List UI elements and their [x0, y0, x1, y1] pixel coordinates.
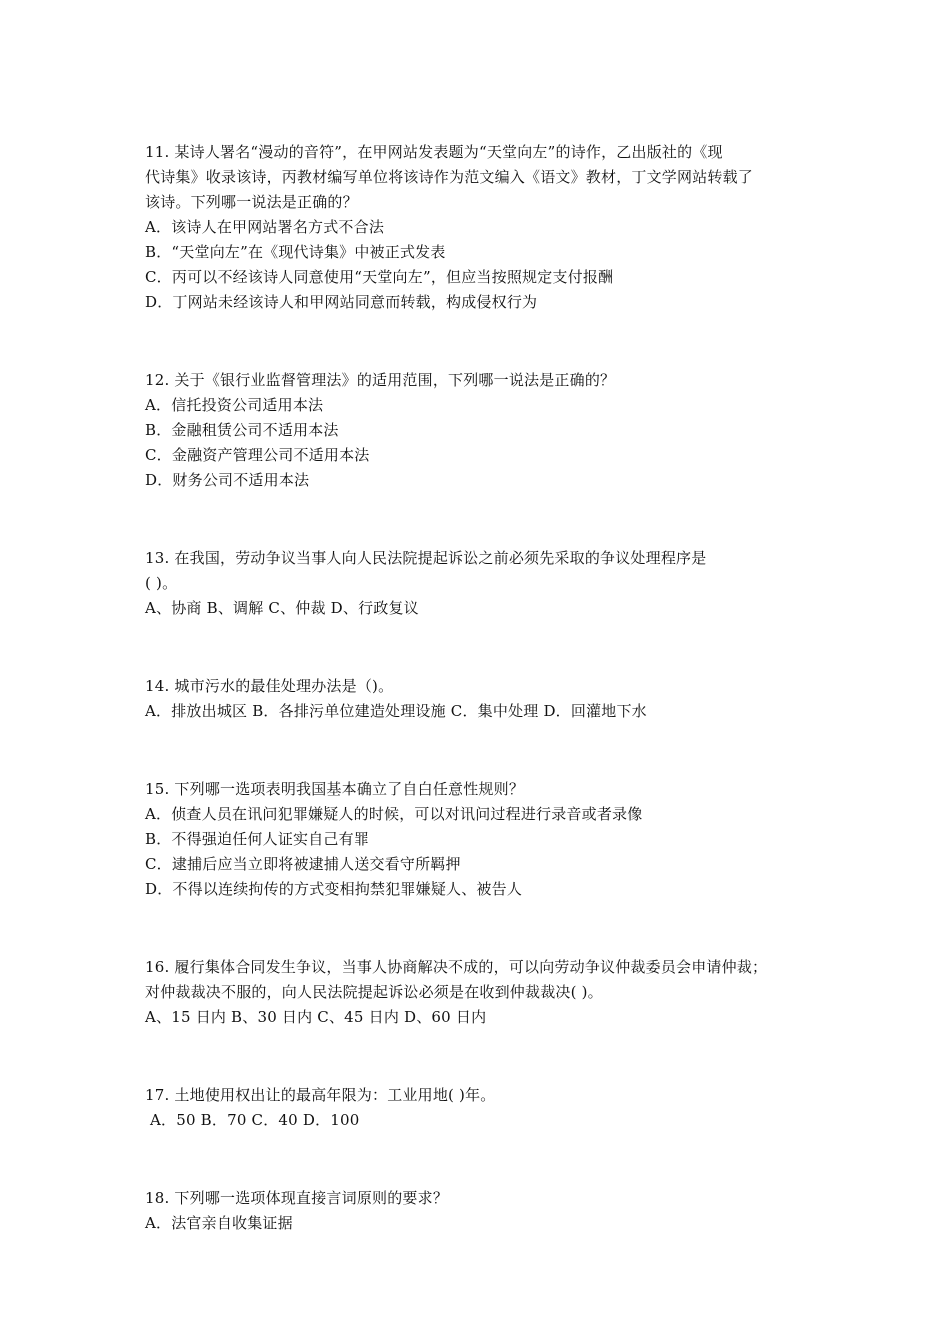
option-a: A．该诗人在甲网站署名方式不合法: [145, 218, 385, 236]
question-16: [145, 955, 825, 1030]
question-stem-line: 12. 关于《银行业监督管理法》的适用范围，下列哪一说法是正确的？: [145, 371, 616, 389]
question-stem-line: 15. 下列哪一选项表明我国基本确立了自白任意性规则？: [145, 780, 525, 798]
question-stem-line: 16. 履行集体合同发生争议，当事人协商解决不成的，可以向劳动争议仲裁委员会申请仲裁；: [145, 958, 768, 976]
question-11: [145, 140, 825, 315]
option-a: A．侦查人员在讯问犯罪嫌疑人的时候，可以对讯问过程进行录音或者录像: [145, 805, 643, 823]
option-b: B．不得强迫任何人证实自己有罪: [145, 830, 370, 848]
option-a: A．信托投资公司适用本法: [145, 396, 324, 414]
option-c: C．逮捕后应当立即将被逮捕人送交看守所羁押: [145, 855, 461, 873]
option-d: D．丁网站未经该诗人和甲网站同意而转载，构成侵权行为: [145, 293, 538, 311]
options-line: A、协商 B、调解 C、仲裁 D、行政复议: [145, 599, 419, 617]
question-stem-line: 11. 某诗人署名“漫动的音符”，在甲网站发表题为“天堂向左”的诗作，乙出版社的《现: [145, 143, 723, 161]
question-18: [145, 1186, 825, 1236]
question-14: [145, 674, 825, 724]
question-15: [145, 777, 825, 902]
document-page: [145, 140, 825, 1289]
question-17: [145, 1083, 825, 1133]
question-stem-line: 代诗集》收录该诗，丙教材编写单位将该诗作为范文编入《语文》教材，丁文学网站转载了: [145, 168, 754, 186]
options-line: A、15 日内 B、30 日内 C、45 日内 D、60 日内: [145, 1008, 487, 1026]
question-stem-line: 18. 下列哪一选项体现直接言词原则的要求？: [145, 1189, 449, 1207]
option-c: C．金融资产管理公司不适用本法: [145, 446, 370, 464]
question-stem-line: 该诗。下列哪一说法是正确的？: [145, 193, 358, 211]
option-b: B．“天堂向左”在《现代诗集》中被正式发表: [145, 243, 446, 261]
option-d: D．不得以连续拘传的方式变相拘禁犯罪嫌疑人、被告人: [145, 880, 523, 898]
question-13: [145, 546, 825, 621]
option-d: D．财务公司不适用本法: [145, 471, 310, 489]
question-stem-line: 对仲裁裁决不服的，向人民法院提起诉讼必须是在收到仲裁裁决( )。: [145, 983, 603, 1001]
question-stem-line: 17. 土地使用权出让的最高年限为：工业用地( )年。: [145, 1086, 496, 1104]
question-stem-line: 14. 城市污水的最佳处理办法是（)。: [145, 677, 394, 695]
options-line: A．50 B．70 C．40 D．100: [145, 1111, 360, 1129]
options-line: A．排放出城区 B．各排污单位建造处理设施 C．集中处理 D．回灌地下水: [145, 702, 647, 720]
question-stem-line: 13. 在我国，劳动争议当事人向人民法院提起诉讼之前必须先采取的争议处理程序是: [145, 549, 707, 567]
question-12: [145, 368, 825, 493]
question-stem-line: ( )。: [145, 574, 178, 592]
option-a: A．法官亲自收集证据: [145, 1214, 293, 1232]
option-b: B．金融租赁公司不适用本法: [145, 421, 339, 439]
option-c: C．丙可以不经该诗人同意使用“天堂向左”，但应当按照规定支付报酬: [145, 268, 614, 286]
